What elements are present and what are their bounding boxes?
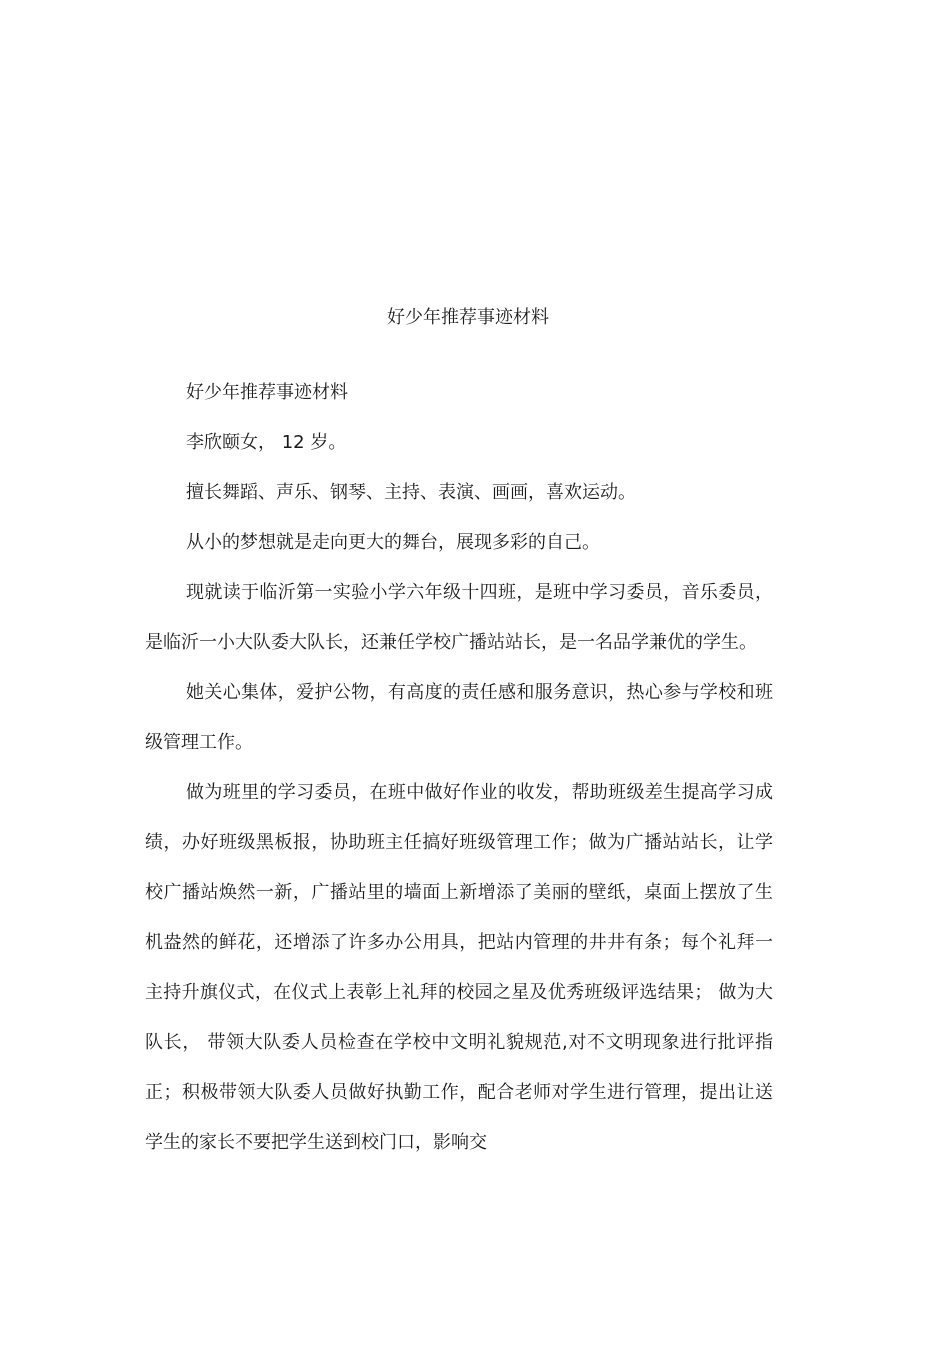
paragraph-name-age: 李欣颐女， 12 岁。 [186,432,347,453]
paragraph-collective: 她关心集体，爱护公物，有高度的责任感和服务意识，热心参与学校和班级管理工作。 [145,682,773,753]
paragraph-subtitle: 好少年推荐事迹材料 [186,382,348,403]
paragraph-school-roles: 现就读于临沂第一实验小学六年级十四班，是班中学习委员，音乐委员，是临沂一小大队委大队长，还兼任学校广播站站长，是一名品学兼优的学生。 [145,582,773,653]
document-body [145,368,773,1168]
paragraph-duties: 做为班里的学习委员，在班中做好作业的收发，帮助班级差生提高学习成绩，办好班级黑板报，协助班主任搞好班级管理工作；做为广播站站长，让学校广播站焕然一新，广播站里的墙面上新增添了美丽的壁纸，桌面上摆放了生机盎然的鲜花，还增添了许多办公用具，把站内管理的井井有条；每个礼拜一主持升旗仪式，在仪式上表彰上礼拜的校园之星及优秀班级评选结果； 做为大队长， 带领大队委人员检查在学校中文明礼貌规范,对不文明现象进行批评指正；积极带领大队委人员做好执勤工作，配合老师对学生进行管理，提出让送学生的家长不要把学生送到校门口，影响交 [145,782,773,1153]
document-title: 好少年推荐事迹材料 [387,307,549,328]
paragraph-skills: 擅长舞蹈、声乐、钢琴、主持、表演、画画，喜欢运动。 [186,482,636,503]
paragraph-dream: 从小的梦想就是走向更大的舞台，展现多彩的自己。 [186,532,600,553]
